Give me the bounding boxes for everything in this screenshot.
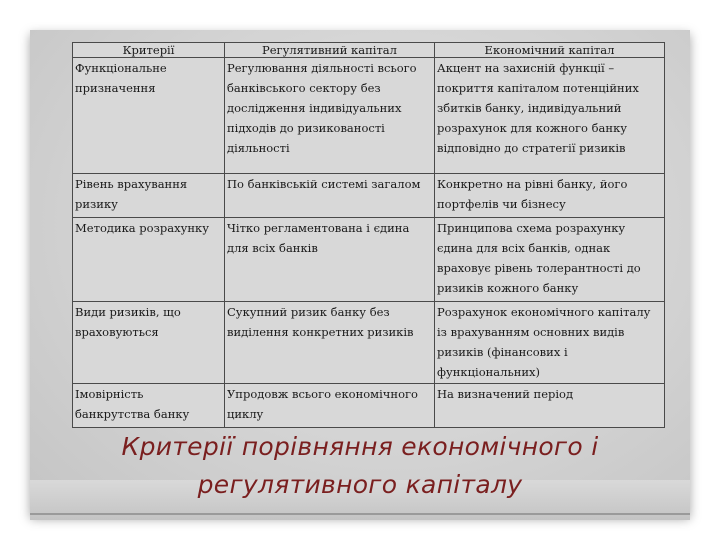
- header-regulatory-capital: Регулятивний капітал: [225, 43, 435, 58]
- table-cell: Види ризиків, що враховуються: [73, 302, 225, 384]
- header-economic-capital: Економічний капітал: [435, 43, 665, 58]
- table-cell: Методика розрахунку: [73, 218, 225, 302]
- comparison-table: [72, 42, 665, 428]
- table-cell: По банківській системі загалом: [225, 174, 435, 218]
- table-cell: Регулювання діяльності всього банківського сектору без дослідження індивідуальних підходів до ризикованості діяльності: [225, 58, 435, 174]
- header-criteria: Критерії: [73, 43, 225, 58]
- table-cell: На визначений період: [435, 384, 665, 428]
- table-header-row: [73, 43, 665, 58]
- table-cell: Імовірність банкрутства банку: [73, 384, 225, 428]
- table-cell: Принципова схема розрахунку єдина для всіх банків, однак враховує рівень толерантності до ризиків кожного банку: [435, 218, 665, 302]
- table-row: [73, 302, 665, 384]
- slide-title-line-2: регулятивного капіталу: [197, 470, 523, 499]
- slide-title-line-1: Критерії порівняння економічного і: [121, 432, 599, 461]
- table-cell: Рівень врахування ризику: [73, 174, 225, 218]
- slide-bottom-line: [30, 513, 690, 515]
- table-cell: Акцент на захисній функції – покриття капіталом потенційних збитків банку, індивідуальний розрахунок для кожного банку відповідно до стратегії ризиків: [435, 58, 665, 174]
- table-cell: Упродовж всього економічного циклу: [225, 384, 435, 428]
- table-row: [73, 384, 665, 428]
- table-row: [73, 58, 665, 174]
- table-cell: Функціональне призначення: [73, 58, 225, 174]
- table-row: [73, 174, 665, 218]
- table-cell: Конкретно на рівні банку, його портфелів чи бізнесу: [435, 174, 665, 218]
- table-cell: Чітко регламентована і єдина для всіх банків: [225, 218, 435, 302]
- table-cell: Розрахунок економічного капіталу із врахуванням основних видів ризиків (фінансових і функціональних): [435, 302, 665, 384]
- table-cell: Сукупний ризик банку без виділення конкретних ризиків: [225, 302, 435, 384]
- table-row: [73, 218, 665, 302]
